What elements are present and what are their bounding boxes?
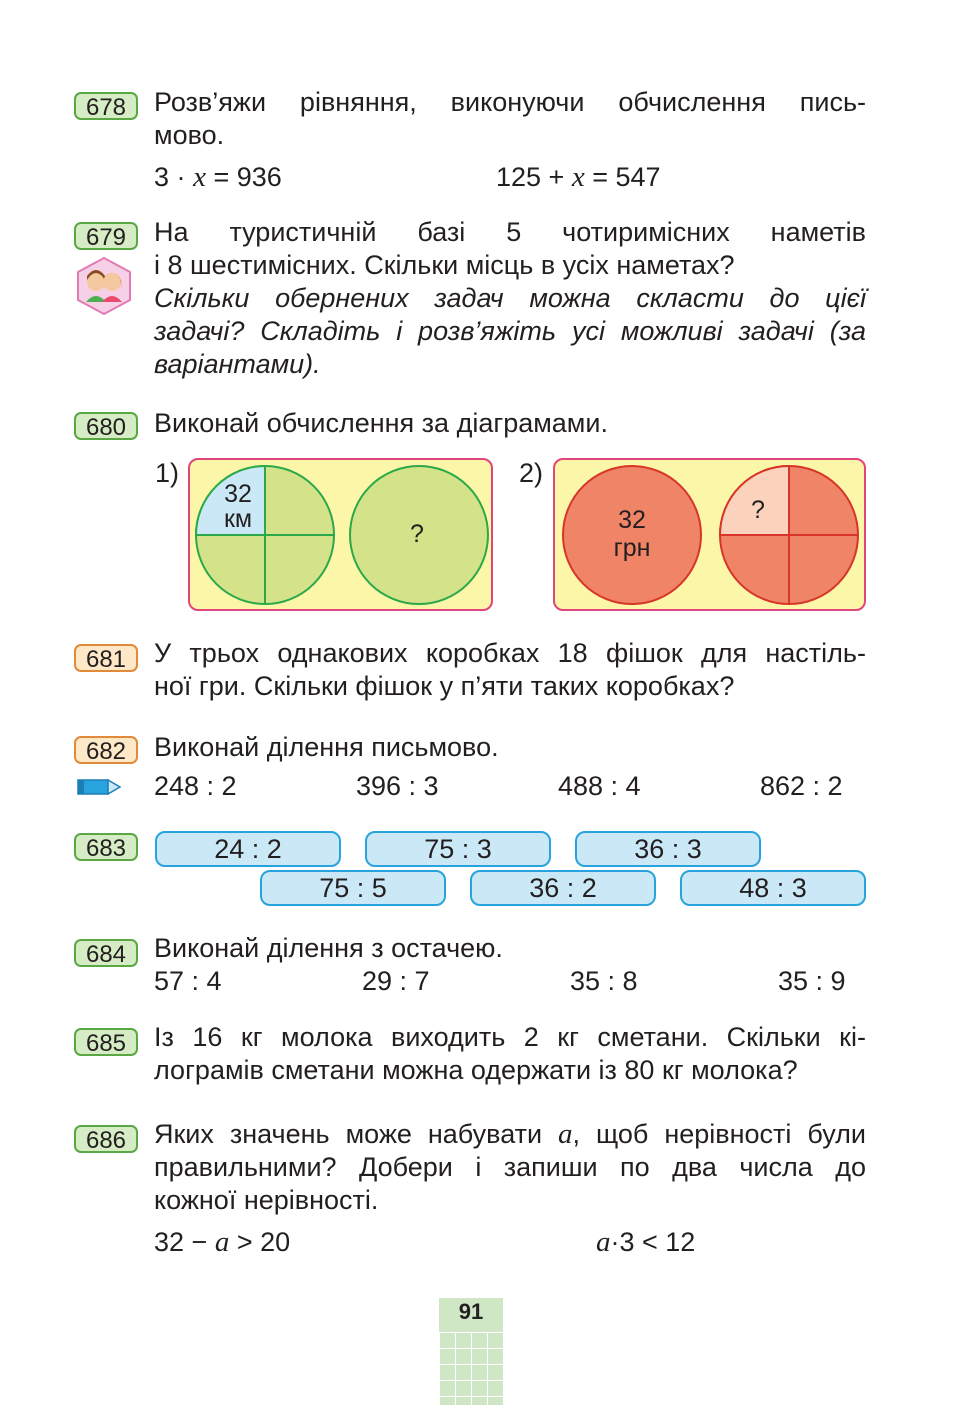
task-686-inequalities [154,1226,866,1260]
expression-card: 75 : 5 [260,870,446,906]
task-679-line1: На туристичній базі 5 чотиримісних наметів [154,217,866,247]
task-681-line1: У трьох однакових коробках 18 фішок для настіль- [154,638,866,668]
diagram-2-label: 2) [519,458,544,488]
task-number-680: 680 [74,412,138,440]
page-number-block [439,1298,503,1405]
task-686-line3: кожної нерівності. [154,1185,379,1215]
expression-card: 24 : 2 [155,831,341,867]
task-number-682: 682 [74,736,138,764]
task-number-679: 679 [74,222,138,250]
expression-card: 75 : 3 [365,831,551,867]
task-number-678: 678 [74,92,138,120]
pencil-icon [76,776,122,798]
equation-2: 125 + x = 547 [496,161,661,193]
page-number: 91 [439,1298,503,1332]
division-item: 396 : 3 [356,771,439,801]
division-item: 862 : 2 [760,771,843,801]
division-item: 35 : 8 [570,966,638,996]
diagram-2-value: 32 грн [613,506,651,562]
task-681-line2: ної гри. Скільки фішок у п’яти таких коробках? [154,671,735,701]
task-684-items [154,966,866,1000]
task-686-text [154,1118,866,1217]
expression-card: 36 : 2 [470,870,656,906]
equation-1: 3 · x = 936 [154,161,282,193]
division-item: 248 : 2 [154,771,237,801]
task-678-line1: Розв’яжи рівняння, виконуючи обчислення пись- [154,87,866,117]
task-678-equations [154,161,866,195]
diagram-1 [188,458,493,611]
task-number-685: 685 [74,1028,138,1056]
division-item: 488 : 4 [558,771,641,801]
diagram-1-label: 1) [155,458,180,488]
inequality-1: 32 − a > 20 [154,1226,291,1258]
task-number-681: 681 [74,644,138,672]
task-682-items [154,771,866,805]
task-678-line2: мово. [154,120,225,150]
task-679-italic3: варіантами). [154,349,321,379]
task-686-line1: Яких значень може набувати a, щоб нерівності були [154,1118,866,1150]
task-number-686: 686 [74,1125,138,1153]
task-680-text: Виконай обчислення за діаграмами. [154,408,608,438]
task-685-line1: Із 16 кг молока виходить 2 кг сметани. Скільки кі- [154,1022,866,1052]
task-681-text [154,637,866,703]
division-item: 35 : 9 [778,966,846,996]
expression-card: 48 : 3 [680,870,866,906]
division-item: 57 : 4 [154,966,222,996]
expression-card: 36 : 3 [575,831,761,867]
diagram-2-unknown: ? [751,496,765,524]
task-682-text: Виконай ділення письмово. [154,732,499,762]
inequality-2: a·3 < 12 [596,1226,696,1258]
task-686-line2: правильними? Добери і запиши по два числа до [154,1152,866,1182]
diagram-1-unknown: ? [410,520,424,548]
task-679-italic1: Скільки обернених задач можна скласти до цієї [154,283,866,313]
task-685-text [154,1021,866,1087]
division-item: 29 : 7 [362,966,430,996]
task-679-italic2: задачі? Складіть і розв’яжіть усі можливі задачі (за [154,316,866,346]
task-684-text: Виконай ділення з остачею. [154,933,503,963]
task-number-684: 684 [74,939,138,967]
task-678-text [154,86,866,152]
task-685-line2: лограмів сметани можна одержати із 80 кг молока? [154,1055,798,1085]
group-work-icon [76,256,132,316]
diagram-1-value: 32 км [223,480,253,533]
task-number-683: 683 [74,833,138,861]
task-679-text [154,216,866,381]
task-679-line2: і 8 шестимісних. Скільки місць в усіх наметах? [154,250,735,280]
diagram-2 [553,458,866,611]
